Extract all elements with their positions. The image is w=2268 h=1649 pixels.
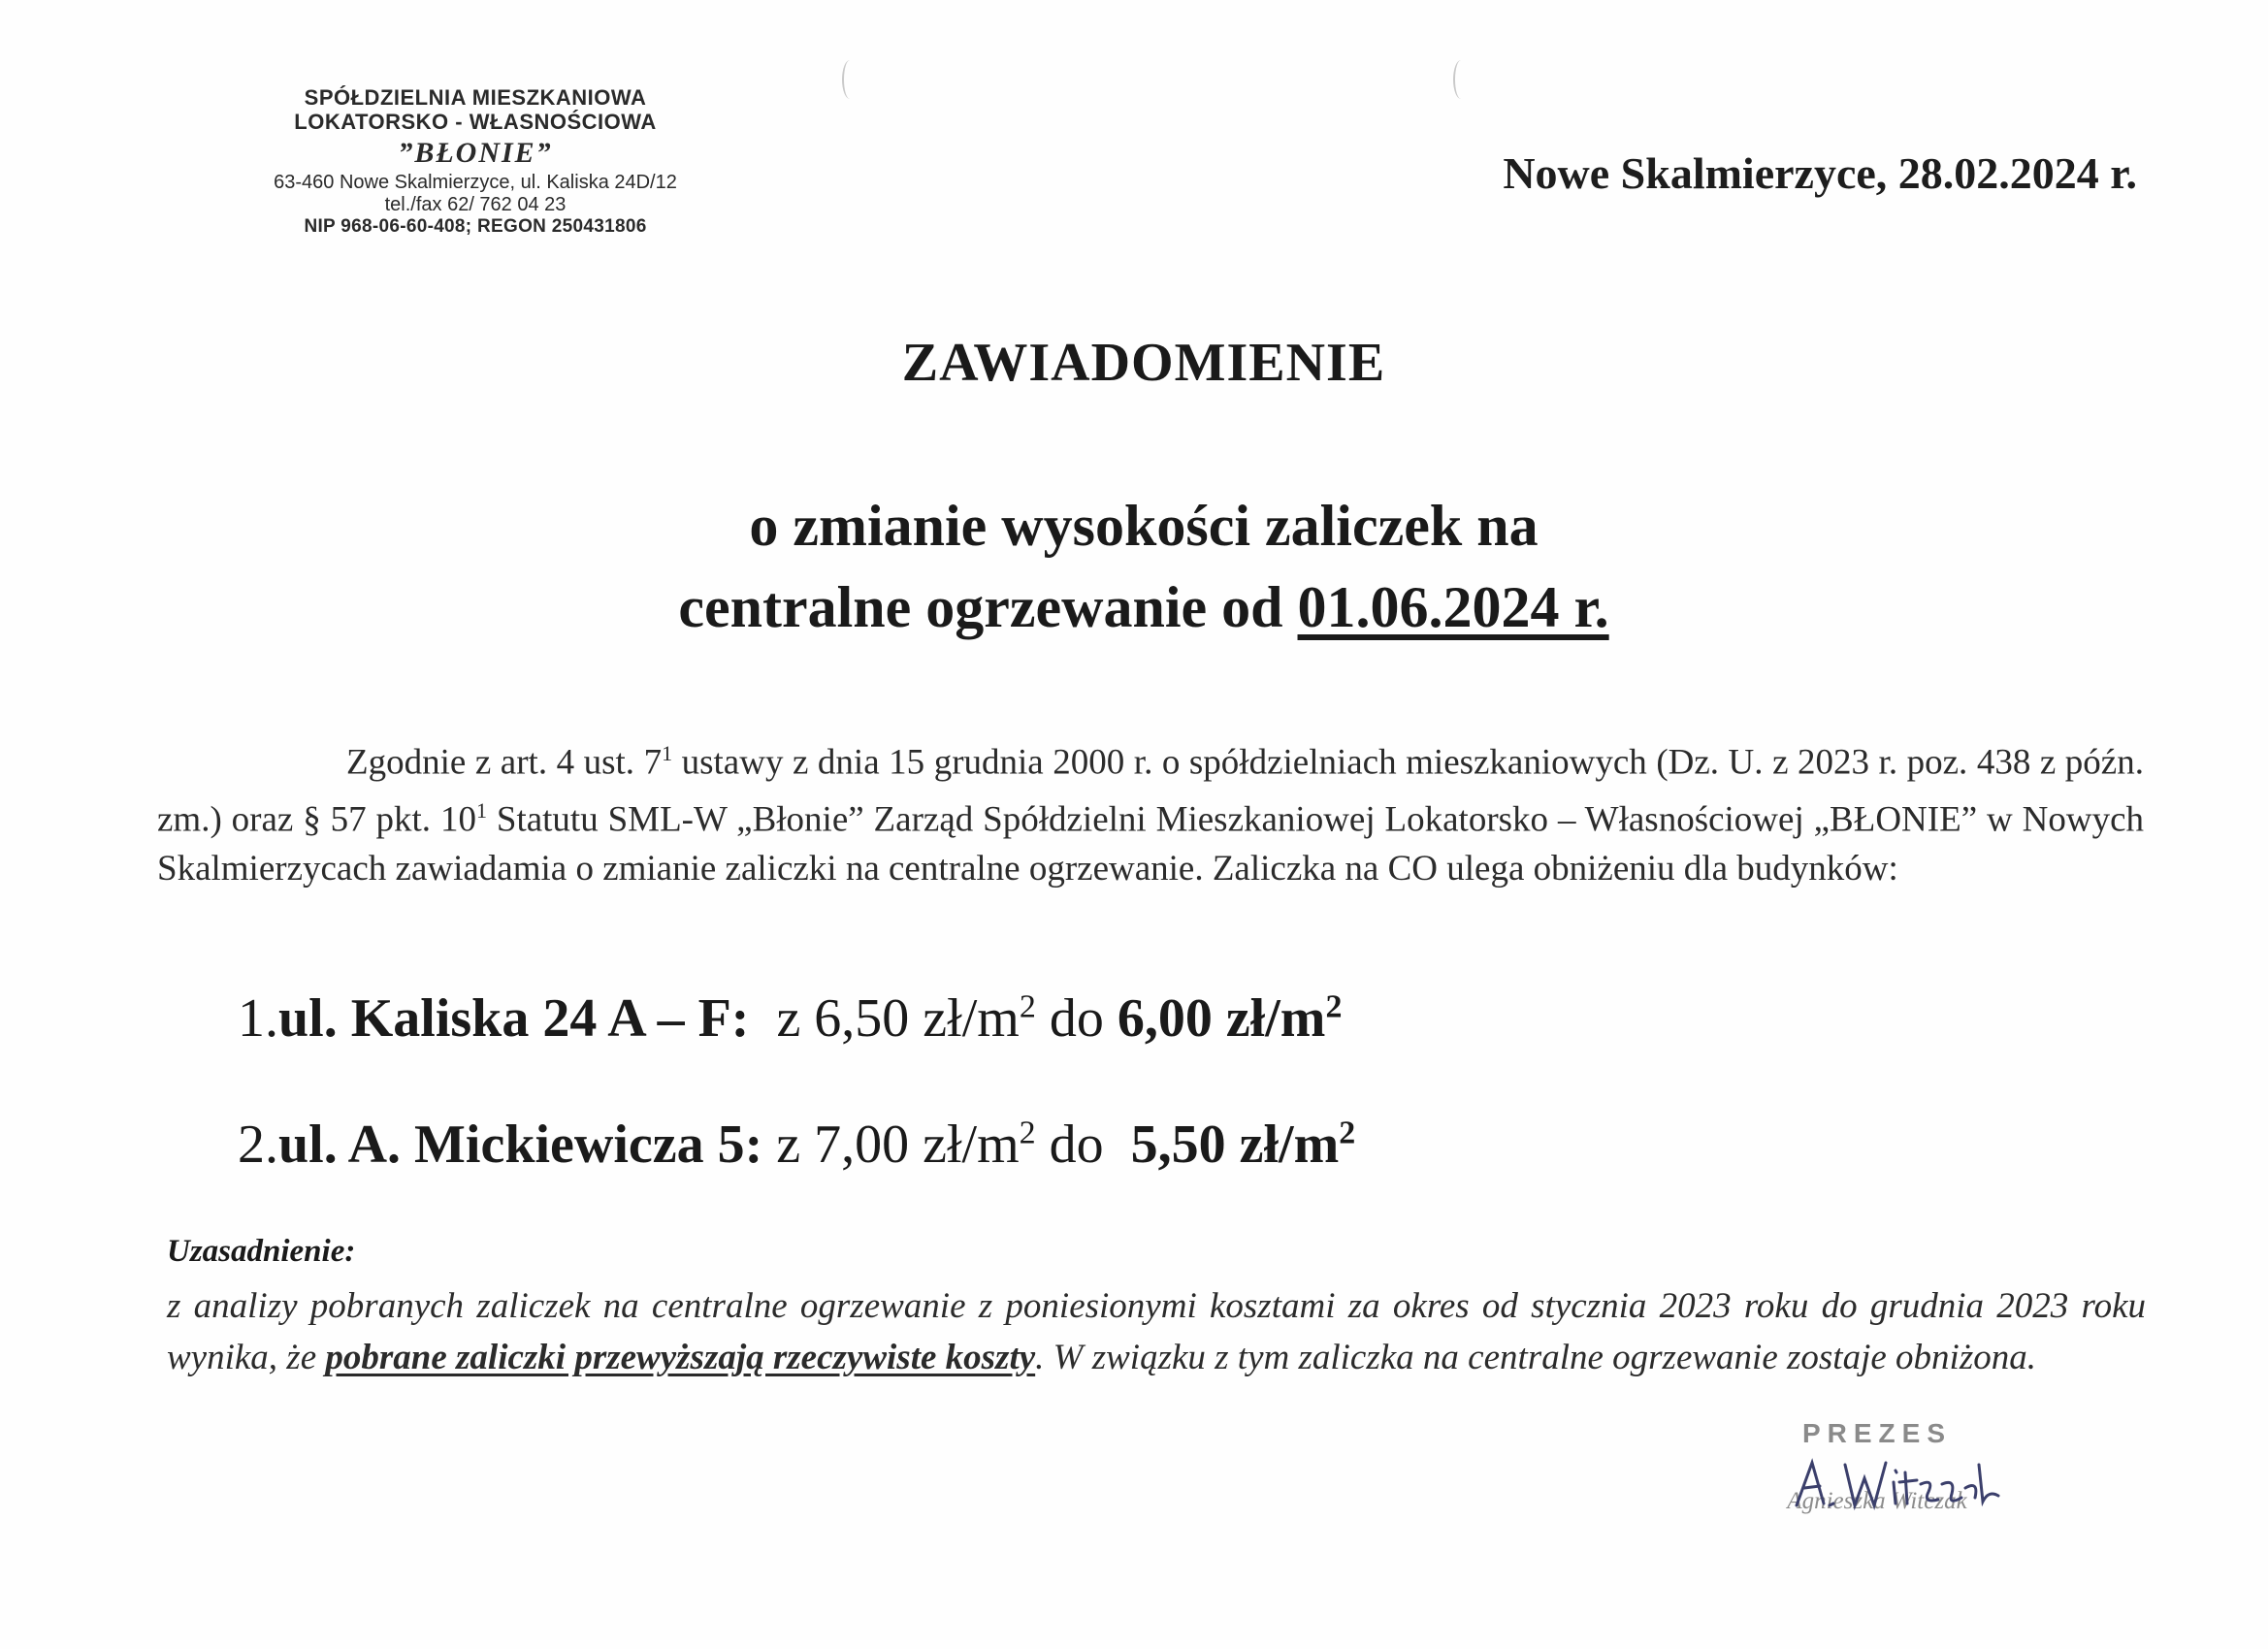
justification-part: z analizy pobranych zaliczek na centralne ogrzewanie z poniesionymi kosztami za okres od stycznia 2023 roku do grudnia 2023 roku wynika, że <box>167 1286 2146 1377</box>
justification-bold: pobrane zaliczki przewyższają rzeczywiste koszty <box>325 1338 1036 1377</box>
body-part: Statutu SML-W „Błonie” Zarząd Spółdzielni Mieszkaniowej Lokatorsko – Własnościowej „BŁONIE” w Nowych Skalmierzycach zawiadamia o zmianie zaliczki na centralne ogrzewanie. Zaliczka na CO ulega obniżeniu dla budynków: <box>157 799 2144 889</box>
item-to-value: 5,50 zł/m <box>1130 1115 1340 1175</box>
stamp-line: NIP 968-06-60-408; REGON 250431806 <box>304 216 647 238</box>
handwritten-signature <box>1785 1445 2008 1523</box>
subtitle-prefix: centralne ogrzewanie od <box>678 575 1283 639</box>
stamp-line: tel./fax 62/ 762 04 23 <box>384 194 567 216</box>
document-title: ZAWIADOMIENIE <box>901 333 1386 393</box>
punch-hole-mark <box>842 60 858 99</box>
body-part: ustawy z dnia 15 grudnia 2000 r. o spółdzielniach mieszkaniowych (Dz. U. z 2023 r. poz. 438 z późn. zm.) oraz § 57 pkt. 10 <box>157 742 2144 840</box>
body-paragraph <box>157 729 2144 893</box>
item-number: 1. <box>238 988 278 1049</box>
stamp-line: LOKATORSKO - WŁASNOŚCIOWA <box>294 110 657 135</box>
document-subtitle <box>0 485 2268 648</box>
signature-name: Agnieszka Witczak <box>1787 1488 1967 1514</box>
building-item <box>238 987 1342 1050</box>
stamp-line: SPÓŁDZIELNIA MIESZKANIOWA <box>304 85 647 110</box>
punch-hole-mark <box>1453 60 1469 99</box>
superscript: 2 <box>1019 988 1036 1025</box>
item-from: z 6,50 zł/m <box>776 988 1020 1049</box>
superscript: 2 <box>1019 1115 1036 1151</box>
signature-title: PREZES <box>1801 1418 1953 1448</box>
item-from: z 7,00 zł/m <box>776 1115 1020 1175</box>
justification-label: Uzasadnienie: <box>167 1234 356 1269</box>
justification-text <box>167 1280 2146 1383</box>
item-address: ul. Kaliska 24 A – F: <box>278 988 750 1049</box>
item-to-word: do <box>1049 1115 1104 1175</box>
stamp-line: ”BŁONIE” <box>398 136 553 169</box>
stamp-line: 63-460 Nowe Skalmierzyce, ul. Kaliska 24D/12 <box>274 172 677 194</box>
place-date: Nowe Skalmierzyce, 28.02.2024 r. <box>1503 148 2137 198</box>
body-part: Zgodnie z art. 4 ust. 7 <box>346 742 663 783</box>
subtitle-line: o zmianie wysokości zaliczek na <box>749 494 1539 558</box>
item-number: 2. <box>238 1115 278 1175</box>
item-to-value: 6,00 zł/m <box>1117 988 1326 1049</box>
item-to-word: do <box>1049 988 1104 1049</box>
justification-part: . W związku z tym zaliczka na centralne ogrzewanie zostaje obniżona. <box>1035 1338 2036 1377</box>
superscript: 2 <box>1325 988 1343 1025</box>
subtitle-line <box>19 566 2268 648</box>
building-item <box>238 1114 1355 1176</box>
superscript: 2 <box>1339 1115 1356 1151</box>
cooperative-stamp <box>243 85 708 238</box>
superscript: 1 <box>475 798 487 824</box>
superscript: 1 <box>662 741 673 765</box>
effective-date: 01.06.2024 r. <box>1297 575 1609 639</box>
item-address: ul. A. Mickiewicza 5: <box>278 1115 763 1175</box>
